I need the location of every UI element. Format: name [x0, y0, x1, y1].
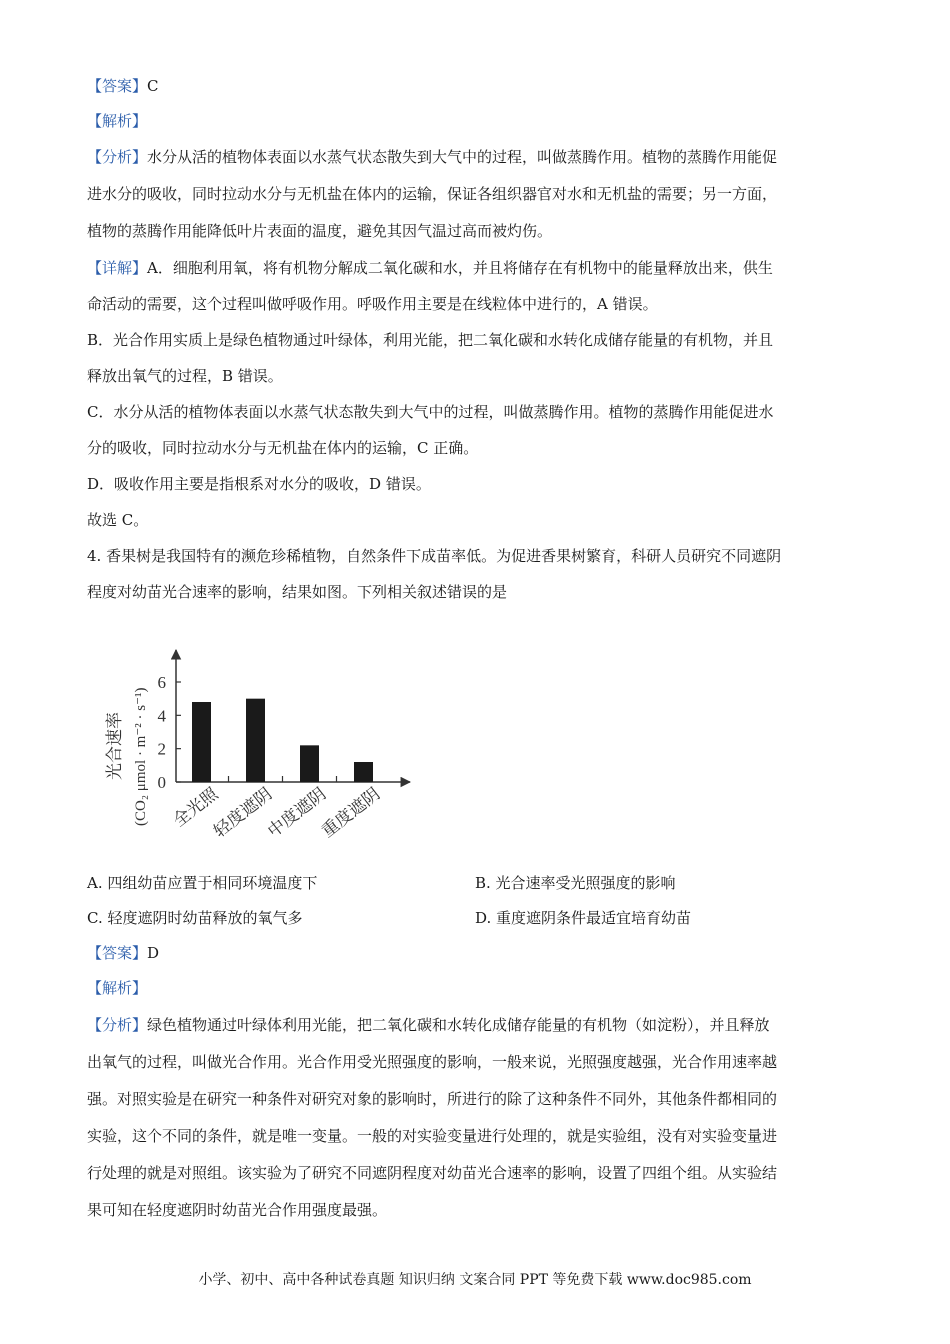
- y-tick-label: 2: [157, 739, 166, 759]
- x-tick-label: 中度遮阴: [264, 784, 331, 842]
- question-line: 程度对幼苗光合速率的影响，结果如图。下列相关叙述错误的是: [87, 583, 508, 601]
- bar-3: [300, 745, 319, 782]
- y-tick-label: 0: [157, 773, 166, 792]
- analysis-heading: [87, 111, 147, 131]
- text-line: 出氧气的过程，叫做光合作用。光合作用受光照强度的影响，一般来说，光照强度越强，光合作用速率越: [87, 1053, 778, 1071]
- bar-1: [192, 702, 211, 782]
- text-line: 实验，这个不同的条件，就是唯一变量。一般的对实验变量进行处理的，就是实验组，没有对实验变量进: [87, 1127, 778, 1145]
- page-footer: 小学、初中、高中各种试卷真题 知识归纳 文案合同 PPT 等免费下载 www.doc985.com: [198, 1272, 752, 1288]
- y-axis-label-group: [105, 687, 149, 826]
- bar-2: [246, 699, 265, 782]
- text-line: 故选 C。: [87, 511, 149, 529]
- y-axis-unit: (CO₂ μmol · m⁻² · s⁻¹): [133, 687, 149, 826]
- text-line: 水分从活的植物体表面以水蒸气状态散失到大气中的过程，叫做蒸腾作用。植物的蒸腾作用能促: [147, 148, 778, 166]
- question-line: 4. 香果树是我国特有的濒危珍稀植物，自然条件下成苗率低。为促进香果树繁育，科研人员研究不同遮阴: [87, 547, 782, 565]
- analysis-paragraph-line: [87, 147, 777, 167]
- x-tick-label: 全光照: [169, 784, 223, 832]
- text-line: 进水分的吸收，同时拉动水分与无机盐在体内的运输，保证各组织器官对水和无机盐的需要；另一方面，: [87, 185, 778, 203]
- text-line: A．细胞利用氧，将有机物分解成二氧化碳和水，并且将储存在有机物中的能量释放出来，供生: [147, 259, 773, 277]
- text-line: 命活动的需要，这个过程叫做呼吸作用。呼吸作用主要是在线粒体中进行的，A 错误。: [87, 295, 658, 313]
- option-a: A. 四组幼苗应置于相同环境温度下: [87, 874, 318, 892]
- text-line: 释放出氧气的过程，B 错误。: [87, 367, 283, 385]
- analysis-heading: [87, 978, 147, 998]
- analysis-sub-tag: 【分析】: [87, 148, 148, 166]
- x-tick-label: 轻度遮阴: [210, 784, 277, 842]
- text-line: 绿色植物通过叶绿体利用光能，把二氧化碳和水转化成储存能量的有机物（如淀粉），并且释放: [147, 1016, 770, 1034]
- answer-line: [87, 76, 159, 96]
- text-line: C．水分从活的植物体表面以水蒸气状态散失到大气中的过程，叫做蒸腾作用。植物的蒸腾作用能促进水: [87, 403, 774, 421]
- option-c: C. 轻度遮阴时幼苗释放的氧气多: [87, 909, 303, 927]
- x-tick-label: 重度遮阴: [318, 784, 385, 842]
- analysis-tag: 【解析】: [87, 979, 148, 997]
- y-axis-title: 光合速率: [105, 712, 125, 780]
- y-tick-label: 4: [157, 706, 166, 726]
- detail-paragraph-line: [87, 258, 773, 278]
- text-line: D．吸收作用主要是指根系对水分的吸收，D 错误。: [87, 475, 431, 493]
- analysis-sub-tag: 【分析】: [87, 1016, 148, 1034]
- text-line: 强。对照实验是在研究一种条件对研究对象的影响时，所进行的除了这种条件不同外，其他条件都相同的: [87, 1090, 778, 1108]
- answer-tag: 【答案】: [87, 944, 148, 962]
- text-line: 果可知在轻度遮阴时幼苗光合作用强度最强。: [87, 1201, 388, 1219]
- photosynthesis-rate-bar-chart: [90, 630, 420, 850]
- analysis-paragraph-line: [87, 1015, 770, 1035]
- detail-tag: 【详解】: [87, 259, 148, 277]
- text-line: B．光合作用实质上是绿色植物通过叶绿体，利用光能，把二氧化碳和水转化成储存能量的有机物，并且: [87, 331, 774, 349]
- y-tick-label: 6: [157, 673, 166, 692]
- bar-4: [354, 762, 373, 782]
- option-d: D. 重度遮阴条件最适宜培育幼苗: [475, 909, 692, 927]
- answer-line: [87, 943, 159, 963]
- text-line: 植物的蒸腾作用能降低叶片表面的温度，避免其因气温过高而被灼伤。: [87, 222, 553, 240]
- text-line: 分的吸收，同时拉动水分与无机盐在体内的运输，C 正确。: [87, 439, 479, 457]
- answer-tag: 【答案】: [87, 77, 148, 95]
- answer-value: C: [147, 77, 159, 95]
- answer-value: D: [147, 944, 160, 962]
- option-b: B. 光合速率受光照强度的影响: [475, 874, 676, 892]
- text-line: 行处理的就是对照组。该实验为了研究不同遮阴程度对幼苗光合速率的影响，设置了四组个组。从实验结: [87, 1164, 778, 1182]
- analysis-tag: 【解析】: [87, 112, 148, 130]
